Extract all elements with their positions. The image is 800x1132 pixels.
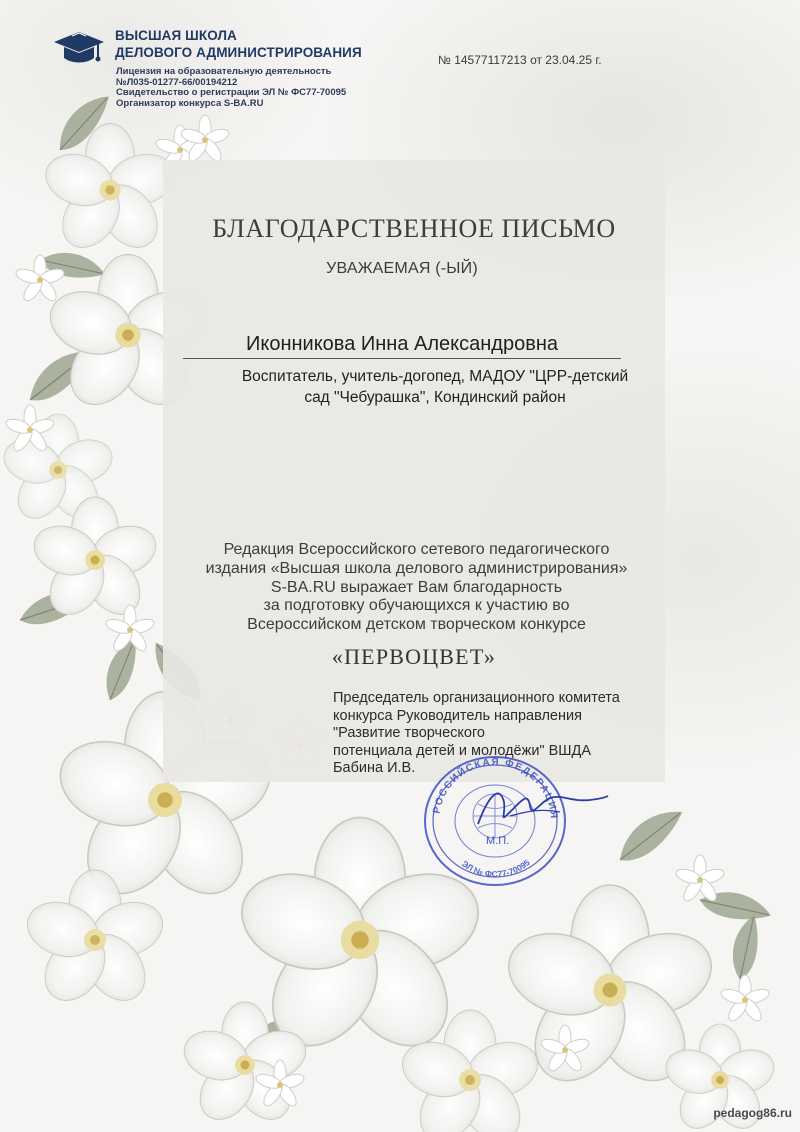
body-line: Редакция Всероссийского сетевого педагогического — [223, 541, 610, 558]
svg-text:ЭЛ № ФС77-70095 — [460, 857, 532, 879]
license-line: Организатор конкурса S-BA.RU — [116, 97, 264, 109]
position-line: сад "Чебурашка", Кондинский район — [304, 389, 566, 406]
body-line: Всероссийском детском творческом конкурсе — [247, 616, 586, 634]
signature-line: Председатель организационного комитета — [333, 690, 620, 706]
license-info — [116, 67, 346, 109]
site-watermark: pedagog86.ru — [713, 1106, 792, 1120]
signature-line: Бабина И.В. — [333, 760, 416, 776]
body-line: S-BA.RU выражает Вам благодарность — [270, 578, 563, 596]
letter-body — [163, 541, 670, 635]
handwritten-signature — [470, 772, 610, 842]
stamp-text: РОССИЙСКАЯ ФЕДЕРАЦИЯ — [431, 756, 560, 821]
org-name-line1: ВЫСШАЯ ШКОЛА — [115, 28, 237, 43]
position-line: Воспитатель, учитель-догопед, МАДОУ "ЦРР-детский — [241, 368, 629, 385]
contest-name: «ПЕРВОЦВЕТ» — [331, 644, 497, 669]
signature-line: "Развитие творческого — [333, 725, 485, 741]
stamp-mp: М.П. — [486, 835, 510, 847]
org-name-line2: ДЕЛОВОГО АДМИНИСТРИРОВАНИЯ — [115, 45, 362, 60]
recipient-name: Иконникова Инна Александровна — [183, 333, 621, 359]
letter-title: БЛАГОДАРСТВЕННОЕ ПИСЬМО — [212, 214, 616, 243]
letter-panel — [163, 160, 665, 782]
stamp-code: ЭЛ № ФС77-70095 — [459, 857, 532, 880]
signature-line: конкурса Руководитель направления — [333, 707, 582, 724]
signature-line: потенциала детей и молодёжи" ВШДА — [333, 742, 592, 759]
body-line: за подготовку обучающихся к участию во — [263, 597, 570, 615]
document-number: № 14577117213 от 23.04.25 г. — [438, 53, 602, 67]
greeting: УВАЖАЕМАЯ (-ЫЙ) — [326, 260, 478, 277]
license-line: Лицензия на образовательную деятельность — [116, 66, 332, 77]
recipient-position — [163, 366, 707, 408]
body-line: издания «Высшая школа делового администрирования» — [205, 559, 628, 577]
license-line: Свидетельство о регистрации ЭЛ № ФС77-70095 — [116, 87, 347, 99]
graduation-cap-icon — [52, 28, 106, 68]
license-line: №Л035-01277-66/00194212 — [116, 76, 238, 88]
